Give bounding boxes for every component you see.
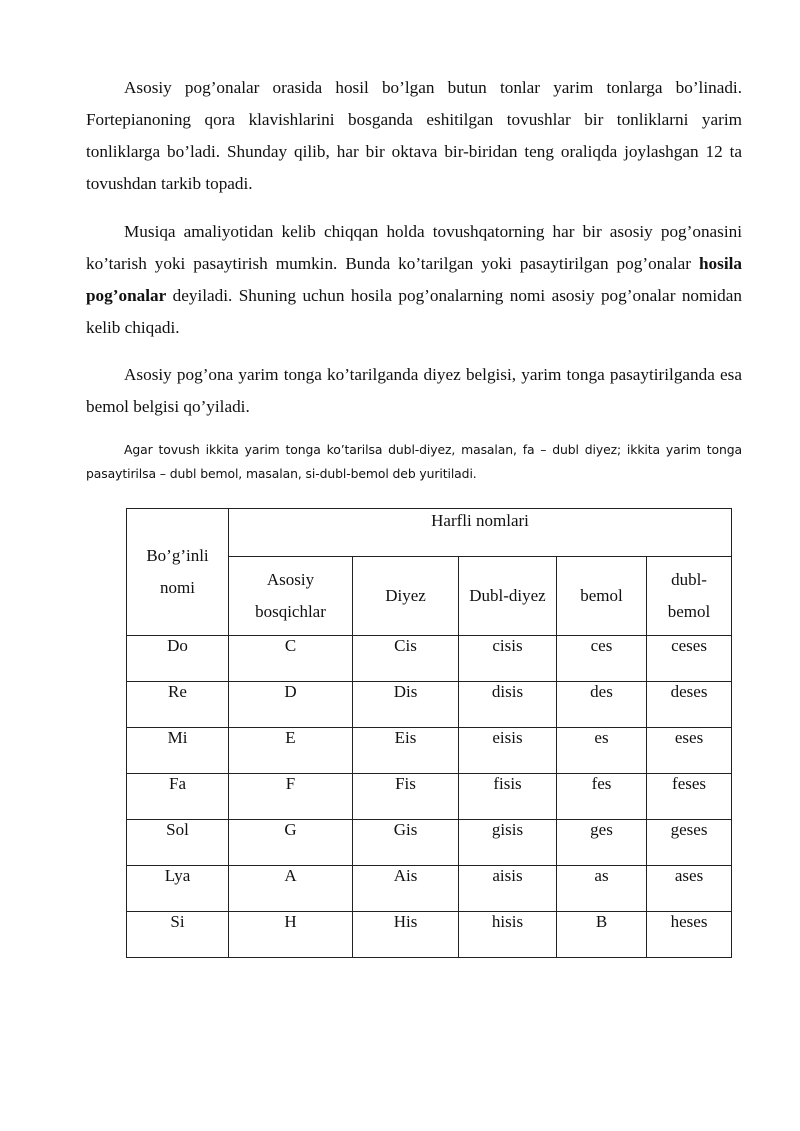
header-flat: bemol — [557, 557, 647, 636]
cell-double-flat: heses — [647, 912, 732, 958]
table-row — [127, 820, 732, 866]
cell-sharp: Eis — [353, 728, 459, 774]
cell-flat: des — [557, 682, 647, 728]
cell-syllable: Do — [127, 636, 229, 682]
cell-syllable: Fa — [127, 774, 229, 820]
cell-sharp: His — [353, 912, 459, 958]
cell-flat: ces — [557, 636, 647, 682]
cell-double-flat: ceses — [647, 636, 732, 682]
cell-flat: B — [557, 912, 647, 958]
header-double-flat-line2: bemol — [667, 602, 711, 621]
cell-syllable: Sol — [127, 820, 229, 866]
cell-syllable: Re — [127, 682, 229, 728]
cell-double-flat: geses — [647, 820, 732, 866]
header-double-flat — [647, 557, 732, 636]
header-double-sharp: Dubl-diyez — [459, 557, 557, 636]
header-letter-names: Harfli nomlari — [229, 509, 732, 557]
paragraph-3: Asosiy pog’ona yarim tonga ko’tarilganda diyez belgisi, yarim tonga pasaytirilganda esa bemol belgisi qo’yiladi. — [86, 365, 742, 416]
cell-basic: H — [229, 912, 353, 958]
cell-flat: ges — [557, 820, 647, 866]
cell-sharp: Dis — [353, 682, 459, 728]
note-names-table — [126, 508, 732, 958]
cell-flat: fes — [557, 774, 647, 820]
table-row — [127, 728, 732, 774]
header-basic-line2: bosqichlar — [255, 602, 326, 621]
cell-sharp: Ais — [353, 866, 459, 912]
cell-double-sharp: fisis — [459, 774, 557, 820]
table-row — [127, 912, 732, 958]
term-hosila-pogonalar: hosila pog’onalar — [86, 254, 742, 305]
table-row — [127, 636, 732, 682]
cell-basic: F — [229, 774, 353, 820]
cell-basic: D — [229, 682, 353, 728]
cell-basic: E — [229, 728, 353, 774]
cell-double-sharp: hisis — [459, 912, 557, 958]
table-header-row-1 — [127, 509, 732, 557]
header-double-flat-line1: dubl- — [671, 570, 707, 589]
cell-sharp: Cis — [353, 636, 459, 682]
paragraph-2-text-b: deyiladi. Shuning uchun hosila pog’onalarning nomi asosiy pog’onalar nomidan kelib chiqadi. — [86, 286, 742, 337]
cell-double-sharp: gisis — [459, 820, 557, 866]
header-basic-steps — [229, 557, 353, 636]
header-syllable-line1: Bo’g’inli — [146, 546, 209, 565]
paragraph-2 — [86, 216, 742, 344]
cell-double-flat: feses — [647, 774, 732, 820]
cell-syllable: Mi — [127, 728, 229, 774]
cell-double-flat: deses — [647, 682, 732, 728]
header-sharp: Diyez — [353, 557, 459, 636]
cell-double-sharp: eisis — [459, 728, 557, 774]
cell-sharp: Gis — [353, 820, 459, 866]
cell-double-sharp: aisis — [459, 866, 557, 912]
header-syllable-name — [127, 509, 229, 636]
cell-double-sharp: disis — [459, 682, 557, 728]
cell-double-flat: ases — [647, 866, 732, 912]
cell-double-sharp: cisis — [459, 636, 557, 682]
cell-syllable: Lya — [127, 866, 229, 912]
table-row — [127, 682, 732, 728]
table-row — [127, 774, 732, 820]
paragraph-2-text-a: Musiqa amaliyotidan kelib chiqqan holda tovushqatorning har bir asosiy pog’onasini ko’tarish yoki pasaytirish mumkin. Bunda ko’tarilgan yoki pasaytirilgan pog’onalar — [86, 222, 742, 273]
cell-flat: es — [557, 728, 647, 774]
cell-flat: as — [557, 866, 647, 912]
cell-basic: A — [229, 866, 353, 912]
cell-basic: G — [229, 820, 353, 866]
cell-syllable: Si — [127, 912, 229, 958]
paragraph-1: Asosiy pog’onalar orasida hosil bo’lgan butun tonlar yarim tonlarga bo’linadi. Fortepianoning qora klavishlarini bosganda eshitilgan tovushlar bir tonliklarni yarim tonliklarga bo’ladi. Shunday qilib, har bir oktava bir-biridan teng oraliqda joylashgan 12 ta tovushdan tarkib topadi. — [86, 78, 742, 193]
header-basic-line1: Asosiy — [266, 570, 315, 589]
cell-basic: C — [229, 636, 353, 682]
table-row — [127, 866, 732, 912]
header-syllable-line2: nomi — [160, 578, 195, 597]
cell-double-flat: eses — [647, 728, 732, 774]
cell-sharp: Fis — [353, 774, 459, 820]
note-paragraph: Agar tovush ikkita yarim tonga ko’tarilsa dubl-diyez, masalan, fa – dubl diyez; ikkita yarim tonga pasaytirilsa – dubl bemol, masalan, si-dubl-bemol deb yuritiladi. — [86, 442, 742, 481]
